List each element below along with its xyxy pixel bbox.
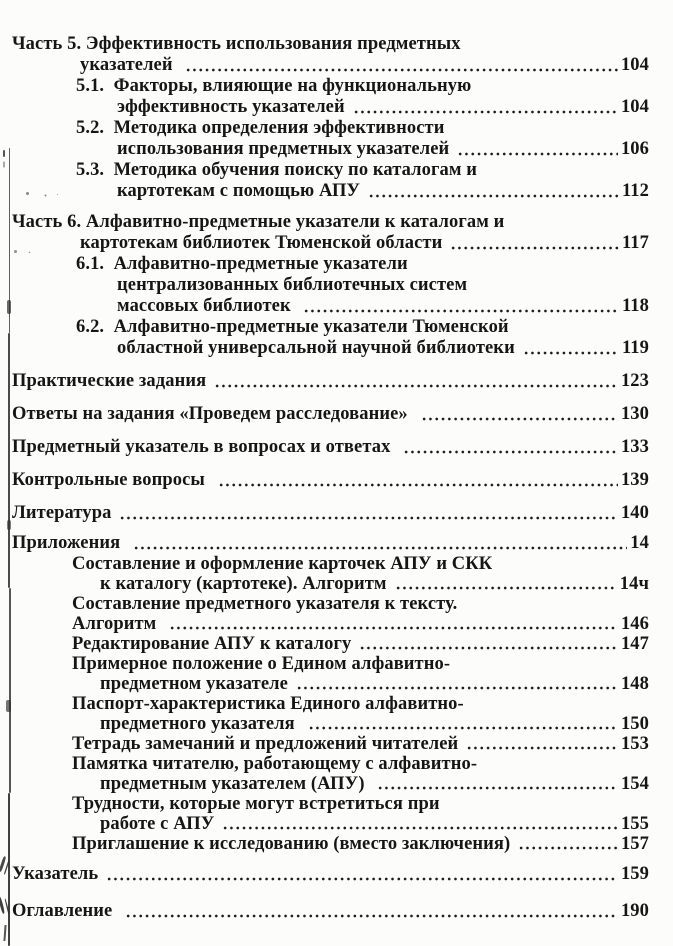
toc-entry-text: картотекам с помощью АПУ [117, 181, 361, 201]
page-number: 119 [621, 338, 649, 358]
dot-leader [295, 674, 618, 694]
dot-leader [184, 55, 618, 76]
toc-row [0, 437, 649, 458]
toc-entry-text: 5.2. Методика определения эффективности [76, 118, 445, 138]
toc-entry-text: централизованных библиотечных систем [117, 275, 468, 295]
toc-row [0, 97, 649, 118]
page-number: 154 [620, 774, 649, 794]
toc-entry-text: Практические задания [12, 371, 207, 391]
dot-leader [132, 533, 627, 554]
page-number: 104 [620, 55, 649, 75]
dot-leader [376, 774, 618, 794]
toc-entry-text: Памятка читателю, работающему с алфавитно- [72, 754, 478, 774]
page-number: 140 [620, 503, 649, 523]
toc-entry-text: 6.2. Алфавитно-предметные указатели Тюменской [76, 317, 509, 337]
toc-row [0, 118, 649, 139]
toc-row [0, 55, 649, 76]
toc-entry-text: Приглашение к исследованию (вместо заключения) [72, 834, 511, 854]
toc-entry-text: Трудности, которые могут встретиться при [72, 794, 440, 814]
toc-entry-text: Алгоритм [72, 614, 162, 634]
toc-row [0, 634, 649, 654]
dot-leader [213, 371, 618, 392]
toc-entry-text: 5.1. Факторы, влияющие на функциональную [76, 76, 472, 96]
toc-entry-text: 5.3. Методика обучения поиску по каталогам и [76, 160, 478, 180]
toc-entry-text: Предметный указатель в вопросах и ответах [12, 437, 396, 457]
page-number: 153 [620, 734, 649, 754]
toc-entry-text: Часть 5. Эффективность использования предметных [12, 34, 461, 54]
toc-row [0, 254, 649, 275]
toc-row [0, 503, 649, 524]
toc-row [0, 404, 649, 425]
toc-row [0, 574, 649, 594]
page-number: 112 [621, 181, 649, 201]
dot-leader [124, 901, 618, 922]
scan-artifact-mark [3, 925, 6, 941]
toc-row [0, 734, 649, 754]
toc-row [0, 317, 649, 338]
toc-row [0, 834, 649, 854]
dot-leader [352, 97, 618, 118]
toc-entry-text: Литература [12, 503, 112, 523]
dot-leader [394, 574, 617, 594]
dot-leader [420, 404, 618, 425]
page-number: 159 [620, 864, 649, 884]
toc-row [0, 160, 649, 181]
toc-entry-text: массовых библиотек [117, 296, 296, 316]
toc-entry-text: 6.1. Алфавитно-предметные указатели [76, 254, 408, 274]
toc-row [0, 338, 649, 359]
toc-row [0, 181, 649, 202]
toc-entry-text: областной универсальной научной библиотеки [117, 338, 515, 358]
dot-leader [402, 437, 618, 458]
toc-row [0, 371, 649, 392]
dot-leader [522, 338, 619, 359]
page-number: 117 [621, 233, 649, 253]
toc-entry-text: Приложения [12, 533, 125, 553]
dot-leader [105, 864, 618, 885]
toc-entry-text: Оглавление [12, 901, 118, 921]
page-number: 118 [621, 296, 649, 316]
dot-leader [307, 714, 618, 734]
page-number: 147 [620, 634, 649, 654]
toc-entry-text: Ответы на задания «Проведем расследование» [12, 404, 413, 424]
toc-row [0, 533, 649, 554]
dot-leader [517, 834, 618, 854]
dot-leader [217, 470, 618, 491]
toc-entry-text: Контрольные вопросы [12, 470, 210, 490]
toc-row [0, 754, 649, 774]
toc-entry-text: работе с АПУ [100, 814, 215, 834]
page-number: 157 [620, 834, 649, 854]
toc-row [0, 654, 649, 674]
dot-leader [302, 296, 618, 317]
toc-row [0, 76, 649, 97]
toc-entry-text: предметного указателя [100, 714, 300, 734]
dot-leader [465, 734, 618, 754]
toc-row [0, 774, 649, 794]
page-number: 130 [620, 404, 649, 424]
page-number: 139 [620, 470, 649, 490]
toc-row [0, 139, 649, 160]
page-number: 190 [620, 901, 649, 921]
toc-entry-text: эффективность указателей [117, 97, 345, 117]
toc-row [0, 554, 649, 574]
toc-row [0, 233, 649, 254]
toc-row [0, 674, 649, 694]
dot-leader [118, 503, 618, 524]
toc-row [0, 296, 649, 317]
toc-entry-text: Тетрадь замечаний и предложений читателей [72, 734, 459, 754]
page-number: 148 [620, 674, 649, 694]
toc-entry-text: Указатель [12, 864, 99, 884]
page-number: 150 [620, 714, 649, 734]
toc-row [0, 34, 649, 55]
dot-leader [358, 634, 618, 654]
page-number: 14ч [619, 574, 649, 594]
dot-leader [456, 139, 618, 160]
toc-entry-text: Составление предметного указателя к тексту. [72, 594, 458, 614]
toc-entry-text: к каталогу (картотеке). Алгоритм [100, 574, 387, 594]
dot-leader [449, 233, 619, 254]
toc-entry-text: предметном указателе [100, 674, 288, 694]
toc-row [0, 275, 649, 296]
page-number: 104 [620, 97, 649, 117]
page-number: 14 [630, 533, 649, 553]
page-number: 155 [620, 814, 649, 834]
dot-leader [367, 181, 619, 202]
toc-row [0, 864, 649, 885]
toc-entry-text: предметным указателем (АПУ) [100, 774, 370, 794]
page-number: 106 [620, 139, 649, 159]
dot-leader [168, 614, 618, 634]
page-number: 123 [620, 371, 649, 391]
dot-leader [221, 814, 618, 834]
page-number: 133 [620, 437, 649, 457]
toc-row [0, 814, 649, 834]
toc-row [0, 594, 649, 614]
toc-entry-text: картотекам библиотек Тюменской области [80, 233, 443, 253]
toc-entry-text: Примерное положение о Едином алфавитно- [72, 654, 451, 674]
toc-entry-text: использования предметных указателей [117, 139, 450, 159]
toc-row [0, 470, 649, 491]
toc-row [0, 694, 649, 714]
toc-entry-text: Составление и оформление карточек АПУ и СКК [72, 554, 493, 574]
toc-entry-text: Редактирование АПУ к каталогу [72, 634, 352, 654]
toc-row [0, 714, 649, 734]
toc-entry-text: Паспорт-характеристика Единого алфавитно- [72, 694, 464, 714]
toc-row [0, 901, 649, 922]
toc-entry-text: Часть 6. Алфавитно-предметные указатели к каталогам и [12, 212, 505, 232]
toc-row [0, 212, 649, 233]
toc-row [0, 614, 649, 634]
toc-entry-text: указателей [80, 55, 178, 75]
toc-row [0, 794, 649, 814]
page-number: 146 [620, 614, 649, 634]
